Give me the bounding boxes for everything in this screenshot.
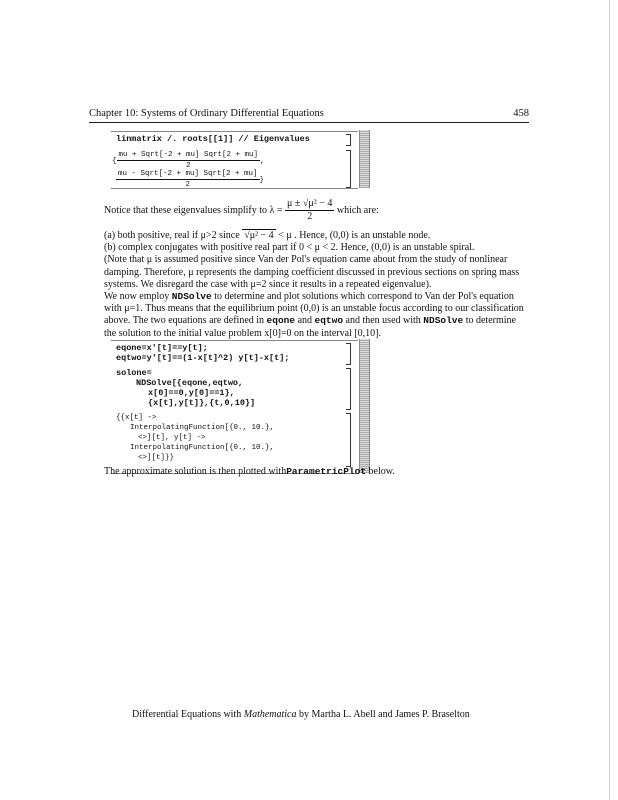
page-number: 458 xyxy=(513,108,529,119)
cell2-input-defs: eqone=x'[t]==y[t]; eqtwo=y'[t]==(1-x[t]^2) y[t]-x[t]; xyxy=(116,343,290,363)
page-edge-line xyxy=(609,0,610,800)
plot-paragraph: The approximate solution is then plotted withParametricPlot below. xyxy=(104,466,395,477)
eigenvalue-paragraph: Notice that these eigenvalues simplify to λ = $\frac{\text{μ ± √μ² − 4}}{2}$ which are: xyxy=(104,198,379,223)
cell1-input-bracket[interactable] xyxy=(346,134,351,146)
case-a: (a) both positive, real if μ>2 since √μ² − 4 < μ . Hence, (0,0) is an unstable node. xyxy=(104,230,431,241)
cell1-output: { $\frac{\text{mu + Sqrt[-2 + mu] Sqrt[2 + mu]}}{2}$ , xyxy=(112,151,265,170)
cell2-group-bracket[interactable] xyxy=(359,339,370,473)
header-rule xyxy=(89,122,529,123)
cell2-output: {{x[t] -> InterpolatingFunction[{0., 10.}, <>][t], y[t] -> InterpolatingFunction[{0., 10.}, <>][t]}} xyxy=(116,414,275,462)
running-header xyxy=(89,108,529,119)
lambda-denominator: 2 xyxy=(307,211,313,223)
output2-denominator: 2 xyxy=(185,181,191,189)
chapter-title: Chapter 10: Systems of Ordinary Differential Equations xyxy=(89,108,324,119)
note-paragraph: (Note that μ is assumed positive since Van der Pol's equation came about from the study of nonlinear damping. Therefore, μ represents the damping coefficient discussed in previous sections on spring mass systems. We disregard the case with μ=2 since it results in a repeated eigenvalue). xyxy=(104,254,520,290)
cell2-defs-bracket[interactable] xyxy=(346,343,351,365)
cell1-output-bracket[interactable] xyxy=(346,150,351,188)
cell2-input-solve: solone= NDSolve[{eqone,eqtwo, x[0]==0,y[0]==1}, {x[t],y[t]},{t,0,10}] xyxy=(116,368,256,408)
case-b: (b) complex conjugates with positive real part if 0 < μ < 2. Hence, (0,0) is an unstable spiral. xyxy=(104,242,475,254)
ndsolve-paragraph: We now employ NDSolve to determine and plot solutions which correspond to Van der Pol's equation with μ=1. Thus means that the equilibrium point (0,0) is an unstable focus according to our classification above. The two equations are defined in eqone and eqtwo and then used with NDSolve to determine the solution to the initial value problem x[0]=0 on the interval [0,10]. xyxy=(104,291,524,339)
case-list xyxy=(104,230,528,340)
footer: Differential Equations with Mathematica by Martha L. Abell and James P. Braselton xyxy=(132,709,470,720)
output2-numerator: mu - Sqrt[-2 + mu] Sqrt[2 + mu] xyxy=(118,170,258,178)
cell2-output-bracket[interactable] xyxy=(346,413,351,467)
output1-denominator: 2 xyxy=(186,162,191,170)
lambda-numerator: μ ± √μ² − 4 xyxy=(285,198,334,211)
cell1-input: linmatrix /. roots[[1]] // Eigenvalues xyxy=(116,134,310,144)
cell1-group-bracket[interactable] xyxy=(359,130,370,188)
cell2-solve-bracket[interactable] xyxy=(346,368,351,410)
cell1-output-2: $\frac{\text{mu - Sqrt[-2 + mu] Sqrt[2 + mu]}}{2}$ } xyxy=(118,170,265,189)
output1-numerator: mu + Sqrt[-2 + mu] Sqrt[2 + mu] xyxy=(118,151,259,159)
